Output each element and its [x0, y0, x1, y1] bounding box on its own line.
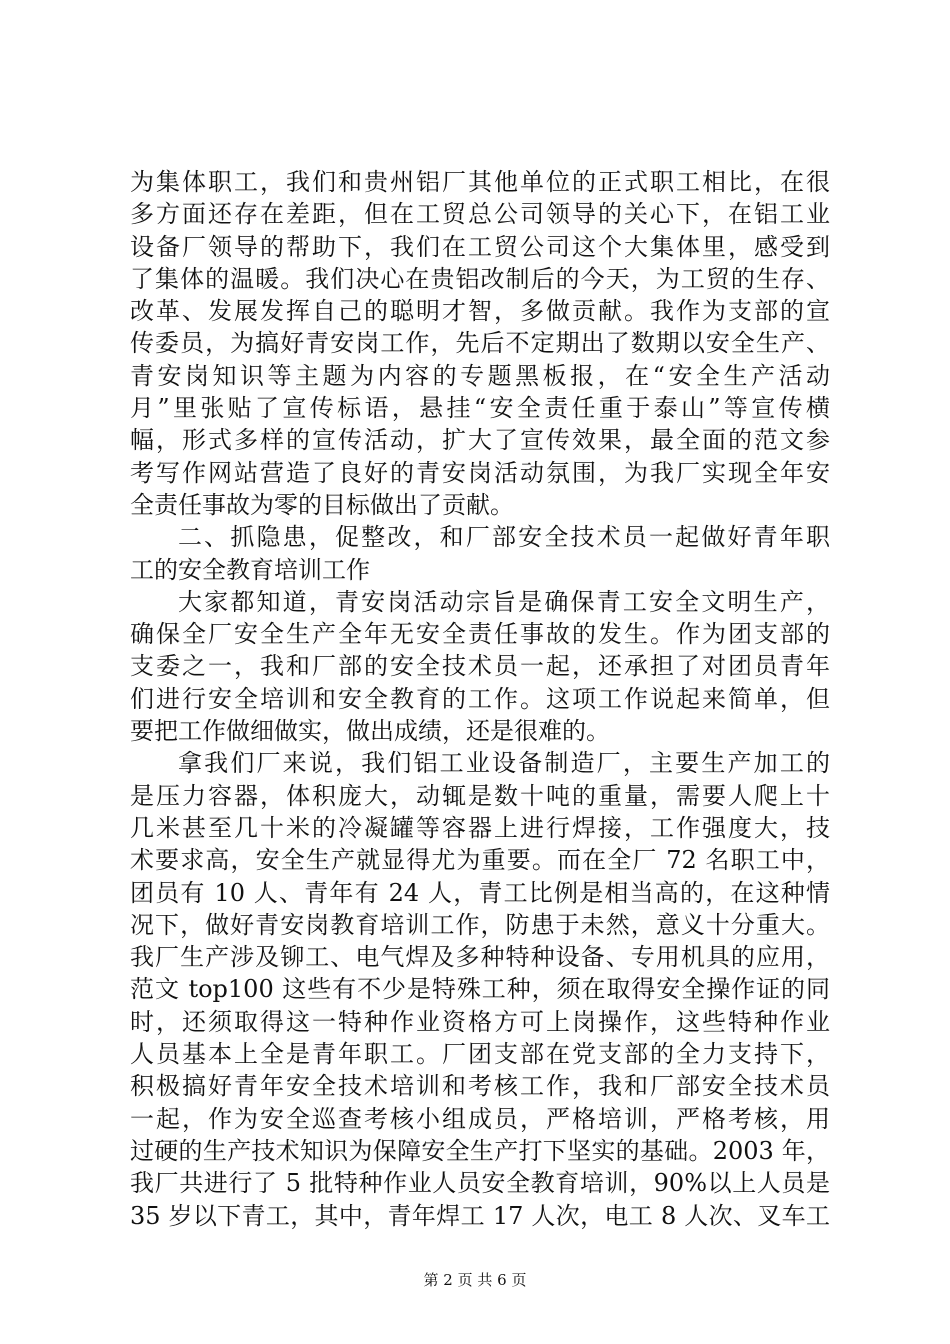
text-line: 几米甚至几十米的冷凝罐等容器上进行焊接，工作强度大，技 — [130, 813, 830, 842]
text-line: 一起，作为安全巡查考核小组成员，严格培训，严格考核，用 — [130, 1104, 830, 1133]
text-line: 术要求高，安全生产就显得尤为重要。而在全厂 72 名职工中， — [130, 846, 830, 875]
text-line: 了集体的温暖。我们决心在贵铝改制后的今天，为工贸的生存、 — [130, 264, 830, 293]
text-line: 考写作网站营造了良好的青安岗活动氛围，为我厂实现全年安 — [130, 458, 830, 487]
page-number-label: 第 2 页 共 6 页 — [423, 1271, 527, 1289]
text-line: 况下，做好青安岗教育培训工作，防患于未然，意义十分重大。 — [130, 910, 830, 939]
text-line: 我厂生产涉及铆工、电气焊及多种特种设备、专用机具的应用， — [130, 943, 830, 972]
text-line: 拿我们厂来说，我们铝工业设备制造厂，主要生产加工的 — [178, 749, 830, 778]
section-heading-line: 二、抓隐患，促整改，和厂部安全技术员一起做好青年职 — [178, 523, 830, 552]
text-line: 积极搞好青年安全技术培训和考核工作，我和厂部安全技术员 — [130, 1072, 830, 1101]
text-line: 时，还须取得这一特种作业资格方可上岗操作，这些特种作业 — [130, 1007, 830, 1036]
text-line: 范文 top100 这些有不少是特殊工种，须在取得安全操作证的同 — [130, 975, 830, 1004]
document-body — [130, 166, 830, 1232]
section-heading-line: 工的安全教育培训工作 — [130, 555, 370, 584]
text-line: 传委员，为搞好青安岗工作，先后不定期出了数期以安全生产、 — [130, 329, 830, 358]
text-line: 月”里张贴了宣传标语，悬挂“安全责任重于泰山”等宣传横 — [130, 394, 830, 423]
text-line: 改革、发展发挥自己的聪明才智，多做贡献。我作为支部的宣 — [130, 297, 830, 326]
text-line: 们进行安全培训和安全教育的工作。这项工作说起来简单，但 — [130, 684, 830, 713]
text-line: 为集体职工，我们和贵州铝厂其他单位的正式职工相比，在很 — [130, 168, 830, 196]
text-line: 支委之一，我和厂部的安全技术员一起，还承担了对团员青年 — [130, 652, 830, 681]
text-line: 确保全厂安全生产全年无安全责任事故的发生。作为团支部的 — [130, 620, 830, 649]
text-line: 要把工作做细做实，做出成绩，还是很难的。 — [130, 717, 610, 746]
text-line: 35 岁以下青工，其中，青年焊工 17 人次，电工 8 人次、叉车工 — [130, 1201, 830, 1230]
text-line: 设备厂领导的帮助下，我们在工贸公司这个大集体里，感受到 — [130, 232, 830, 261]
text-line: 多方面还存在差距，但在工贸总公司领导的关心下，在铝工业 — [130, 200, 830, 229]
text-line: 幅，形式多样的宣传活动，扩大了宣传效果，最全面的范文参 — [130, 426, 830, 455]
text-line: 过硬的生产技术知识为保障安全生产打下坚实的基础。2003 年， — [130, 1136, 830, 1165]
text-line: 团员有 10 人、青年有 24 人，青工比例是相当高的，在这种情 — [130, 878, 830, 907]
text-line: 大家都知道，青安岗活动宗旨是确保青工安全文明生产， — [178, 587, 830, 616]
text-line: 人员基本上全是青年职工。厂团支部在党支部的全力支持下， — [130, 1040, 830, 1069]
text-line: 我厂共进行了 5 批特种作业人员安全教育培训，90%以上人员是 — [130, 1169, 830, 1198]
page-footer — [0, 1270, 950, 1290]
text-line: 全责任事故为零的目标做出了贡献。 — [130, 490, 514, 519]
text-line: 青安岗知识等主题为内容的专题黑板报，在“安全生产活动 — [130, 361, 830, 390]
text-line: 是压力容器，体积庞大，动辄是数十吨的重量，需要人爬上十 — [130, 781, 830, 810]
